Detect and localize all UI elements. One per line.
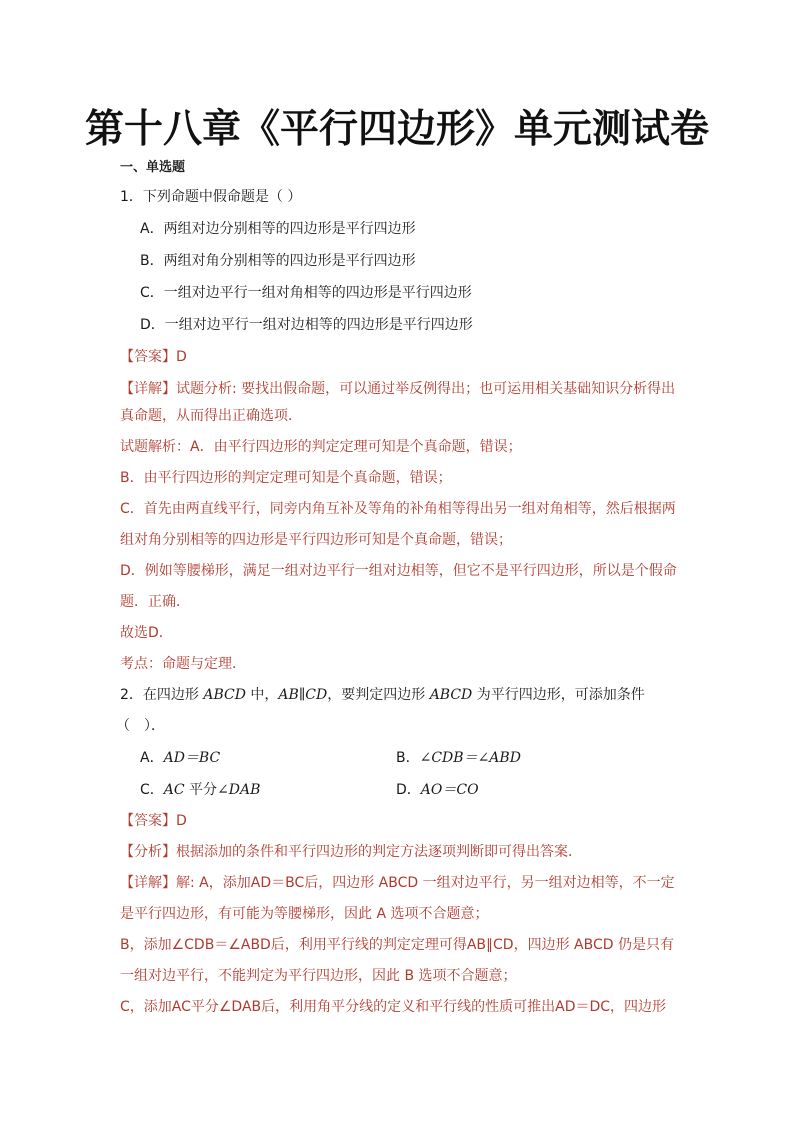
question-2-detail-line: 一组对边平行，不能判定为平行四边形，因此 B 选项不合题意； (120, 968, 517, 984)
option-text: AD＝BC (163, 750, 221, 766)
question-2-answer (120, 811, 187, 831)
question-1-detail-line: 真命题，从而得出正确选项． (120, 408, 302, 424)
stem-math: ABCD (203, 687, 246, 703)
question-1-analysis-line: D．例如等腰梯形，满足一组对边平行一组对边相等，但它不是平行四边形，所以是个假命 (120, 563, 677, 579)
detail-tag: 【详解】 (120, 381, 176, 397)
question-2-detail-line: 是平行四边形，有可能为等腰梯形，因此 A 选项不合题意； (120, 906, 489, 922)
question-1-analysis-line: B．由平行四边形的判定定理可知是个真命题，错误； (120, 470, 452, 486)
question-1-option-c: C．一组对边平行一组对角相等的四边形是平行四边形 (140, 285, 472, 301)
document-title: 第十八章《平行四边形》单元测试卷 (84, 106, 709, 152)
question-2-option-a (140, 748, 220, 768)
analysis-tag: 【分析】 (120, 844, 176, 860)
question-2-stem (120, 685, 645, 705)
question-1-analysis-line: C．首先由两直线平行，同旁内角互补及等角的补角相等得出另一组对角相等，然后根据两 (120, 501, 676, 517)
answer-value: D (176, 813, 187, 829)
question-1-topic: 考点：命题与定理． (120, 656, 246, 672)
question-2-detail-line: C，添加AC平分∠DAB后，利用角平分线的定义和平行线的性质可推出AD＝DC，四边形 (120, 999, 667, 1015)
stem-text: 2．在四边形 (120, 687, 204, 703)
question-1-choose: 故选D． (120, 625, 173, 641)
section-heading: 一、单选题 (120, 160, 186, 175)
option-letter: A． (140, 750, 164, 766)
answer-tag: 【答案】 (120, 349, 176, 365)
option-letter: D． (396, 782, 421, 798)
analysis-text: 根据添加的条件和平行四边形的判定方法逐项判断即可得出答案． (176, 844, 582, 860)
option-text: ∠CDB＝∠ABD (419, 750, 521, 766)
question-1-stem: 1．下列命题中假命题是（ ） (120, 189, 302, 205)
option-letter: C． (140, 782, 164, 798)
question-2-detail-line: B，添加∠CDB＝∠ABD后，利用平行线的判定定理可得AB∥CD，四边形 ABCD 仍是只有 (120, 937, 674, 953)
option-text: 平分 (184, 782, 218, 798)
question-1-analysis-line: 题．正确． (120, 594, 190, 610)
answer-tag: 【答案】 (120, 813, 176, 829)
question-1-answer (120, 347, 187, 367)
detail-text: 解: A，添加AD＝BC后，四边形 ABCD 一组对边平行，另一组对边相等，不一定 (176, 875, 675, 891)
stem-text: ，要判定四边形 (327, 687, 430, 703)
option-text: ∠DAB (217, 782, 261, 798)
detail-text: 试题分析: 要找出假命题，可以通过举反例得出；也可运用相关基础知识分析得出 (176, 381, 676, 397)
question-2-stem-line2: （ ）． (116, 718, 165, 734)
stem-math: ABCD (429, 687, 473, 703)
question-1-analysis-line: 组对角分别相等的四边形是平行四边形可知是个真命题，错误； (120, 532, 512, 548)
question-1-option-b: B．两组对角分别相等的四边形是平行四边形 (140, 253, 416, 269)
question-2-option-d (396, 780, 479, 800)
question-2-option-c (140, 780, 260, 800)
option-text: AC (163, 782, 185, 798)
stem-math: AB∥CD (278, 687, 328, 703)
answer-value: D (176, 349, 187, 365)
option-text: AO＝CO (420, 782, 479, 798)
detail-tag: 【详解】 (120, 875, 176, 891)
question-2-detail-line (120, 873, 675, 893)
question-1-detail-line (120, 379, 675, 399)
question-1-option-d: D．一组对边平行一组对边相等的四边形是平行四边形 (140, 317, 473, 333)
stem-text: 中， (245, 687, 279, 703)
question-1-option-a: A．两组对边分别相等的四边形是平行四边形 (140, 221, 416, 237)
stem-text: 为平行四边形，可添加条件 (472, 687, 645, 703)
question-1-analysis-line: 试题解析：A．由平行四边形的判定定理可知是个真命题，错误； (120, 439, 522, 455)
question-2-option-b (396, 748, 521, 768)
question-2-analysis (120, 842, 582, 862)
option-letter: B． (396, 750, 420, 766)
